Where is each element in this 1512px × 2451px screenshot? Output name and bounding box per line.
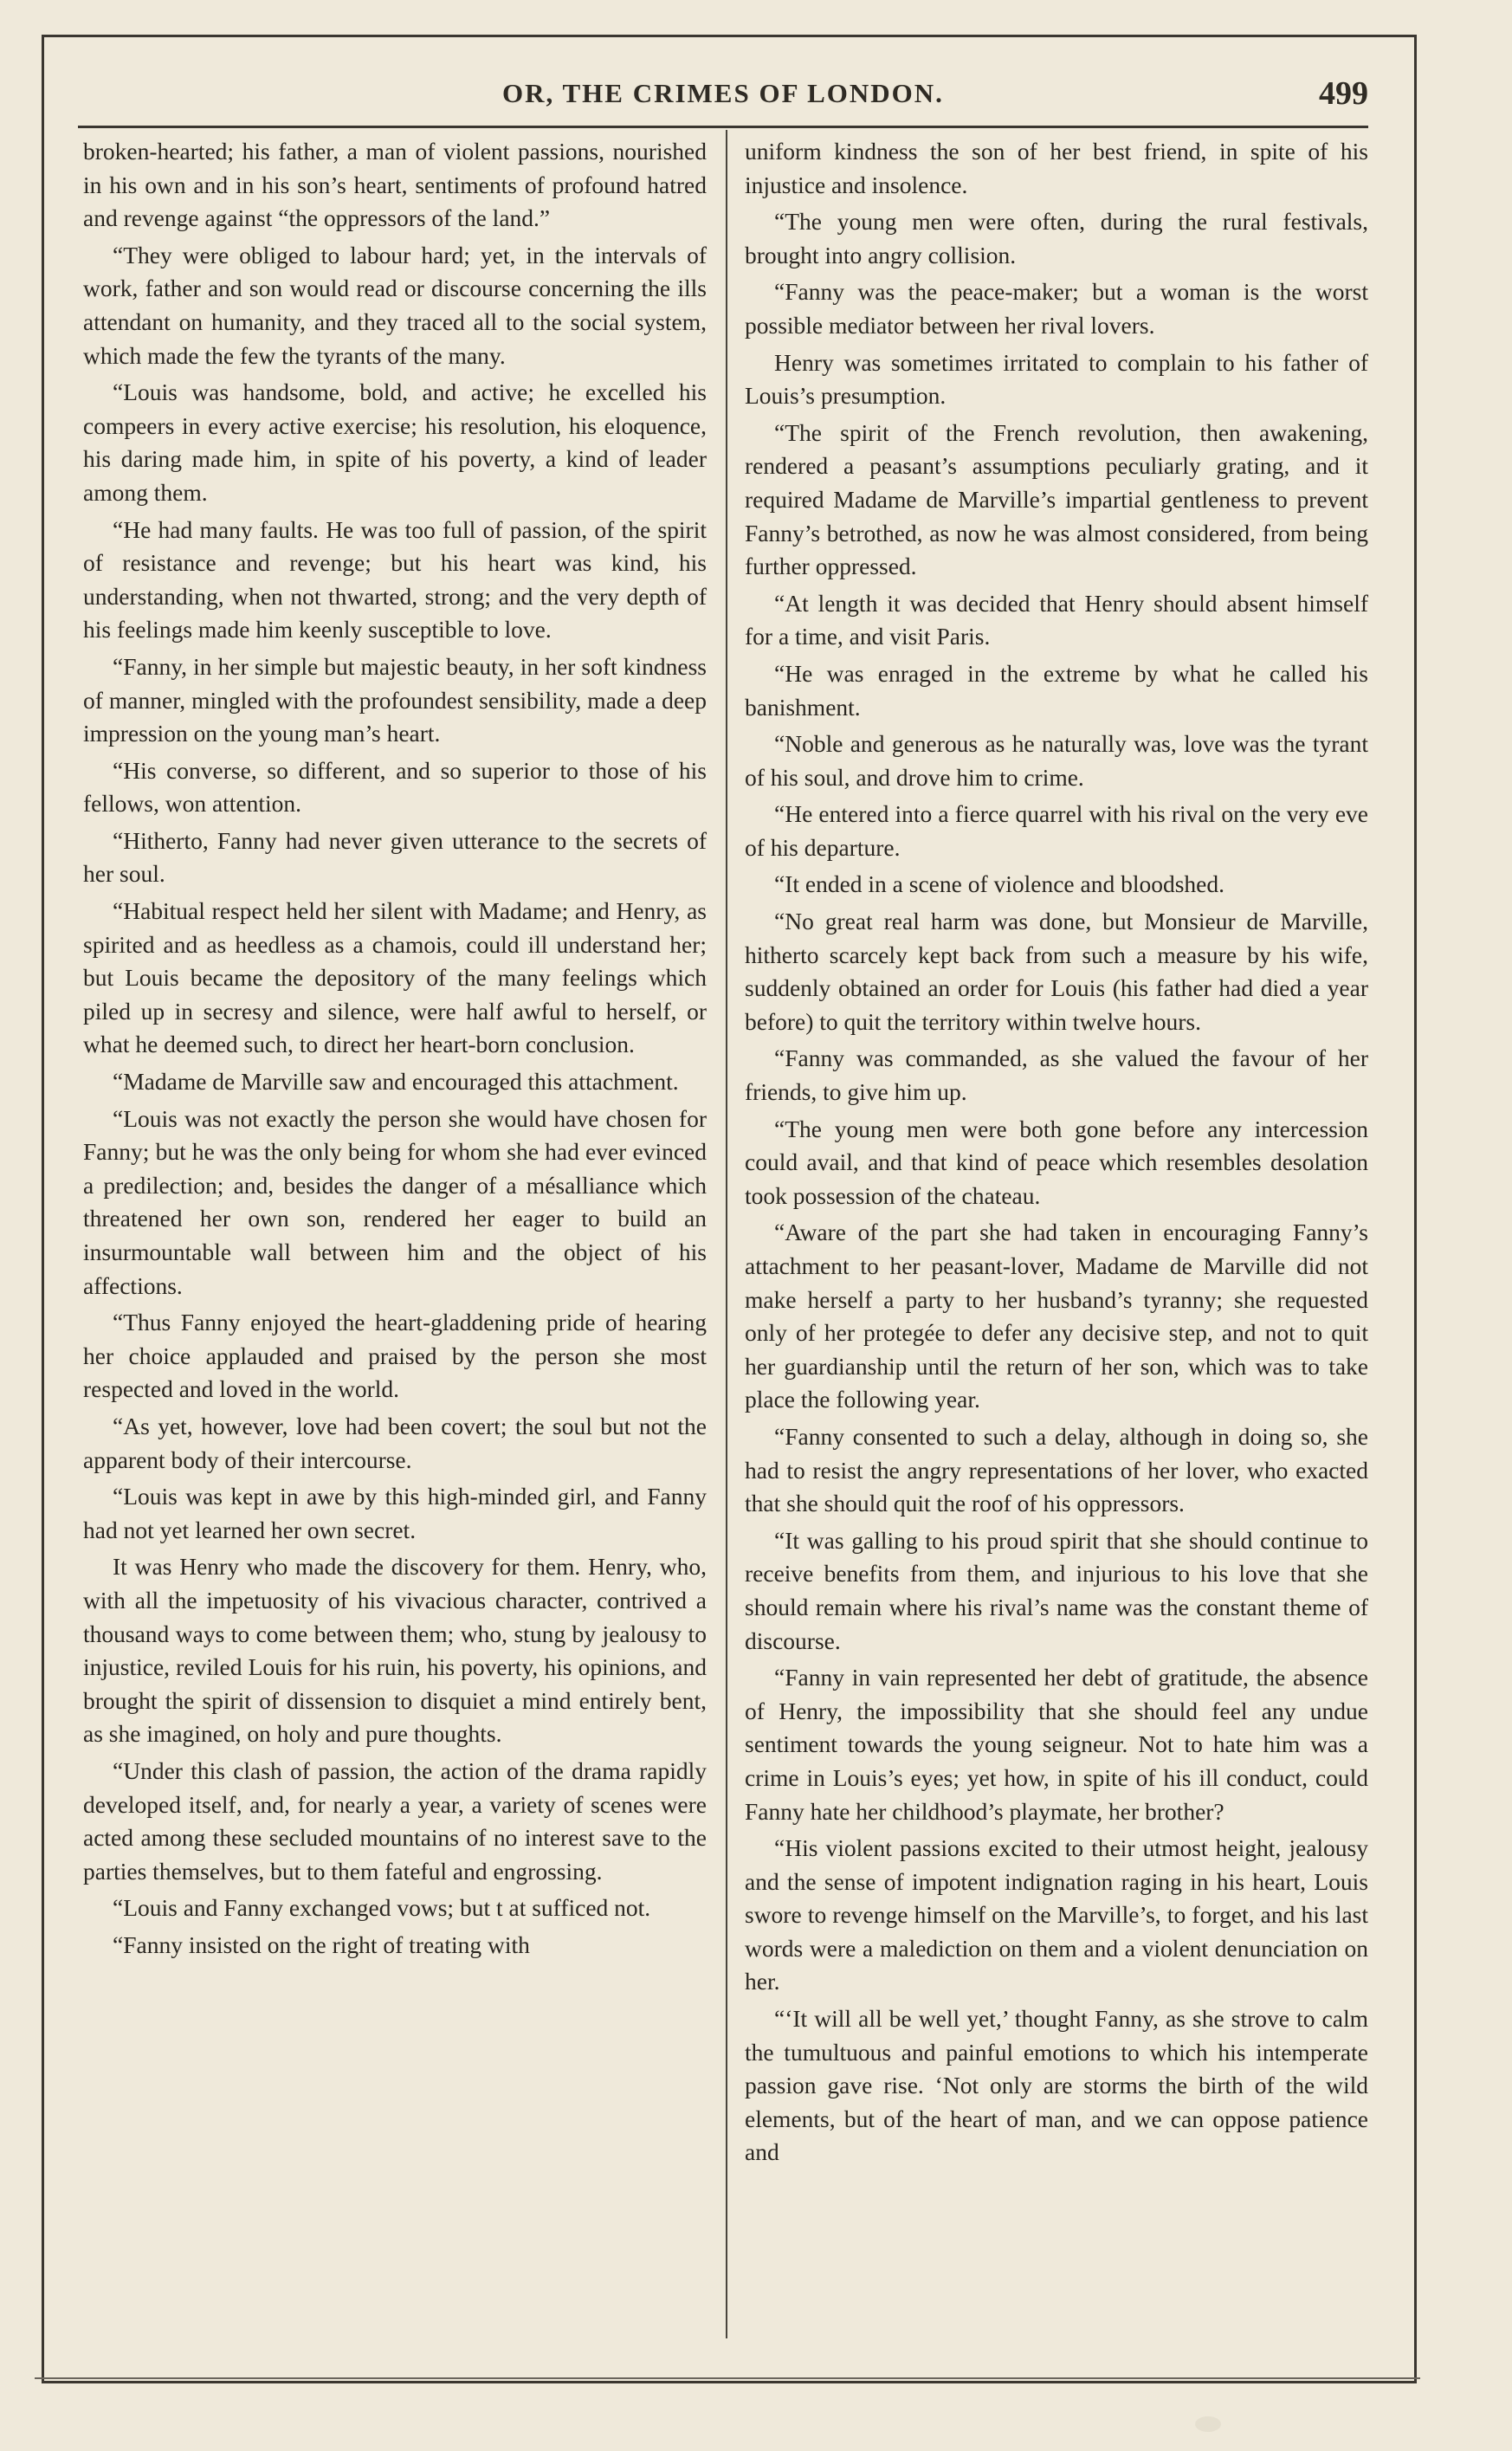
paragraph: “‘It will all be well yet,’ thought Fanny, as she strove to calm the tumultuous and painful emotions to which his intemperate passion gave rise. ‘Not only are storms the birth of the wild elements, but of the heart of man, and we can oppose patience and <box>745 2005 1368 2166</box>
paragraph: “As yet, however, love had been covert; the soul but not the apparent body of their intercourse. <box>83 1412 707 1473</box>
paragraph: “Louis was kept in awe by this high-minded girl, and Fanny had not yet learned her own secret. <box>83 1483 707 1543</box>
page-header <box>78 71 1368 123</box>
paragraph: “Habitual respect held her silent with Madame; and Henry, as spirited and as heedless as a chamois, could ill understand her; but Louis became the depository of the many feelings which piled up in secresy and silence, were half awful to herself, or what he deemed such, to direct her heart-born conclusion. <box>83 897 707 1058</box>
paragraph: “Louis was not exactly the person she would have chosen for Fanny; but he was the only being for whom she had ever evinced a predilection; and, besides the danger of a mésalliance which threatened her own son, rendered her eager to build an insurmountable wall between him and the object of his affections. <box>83 1104 707 1299</box>
paragraph: “Louis was handsome, bold, and active; he excelled his compeers in every active exercise; his resolution, his eloquence, his daring made him, in spite of his poverty, a kind of leader among them. <box>83 378 707 506</box>
paragraph: Henry was sometimes irritated to complain to his father of Louis’s presumption. <box>745 348 1368 410</box>
paragraph: “Under this clash of passion, the action of the drama rapidly developed itself, and, for nearly a year, a variety of scenes were acted among these secluded mountains of no interest save to the parties themselves, but to them fateful and engrossing. <box>83 1756 707 1885</box>
paragraph: “At length it was decided that Henry should absent himself for a time, and visit Paris. <box>745 589 1368 650</box>
paragraph: It was Henry who made the discovery for them. Henry, who, with all the impetuosity of his vivacious character, contrived a thousand ways to come between them; who, stung by jealousy to injustice, reviled Louis for his ruin, his poverty, his opinions, and brought the spirit of dissension to disquiet a mind entirely bent, as she imagined, on holy and pure thoughts. <box>83 1553 707 1748</box>
paragraph: “Fanny was commanded, as she valued the favour of her friends, to give him up. <box>745 1044 1368 1106</box>
paragraph: “The young men were both gone before any intercession could avail, and that kind of peace which resembles desolation took possession of the chateau. <box>745 1115 1368 1209</box>
paragraph: “Hitherto, Fanny had never given utterance to the secrets of her soul. <box>83 826 707 888</box>
running-title: OR, THE CRIMES OF LONDON. <box>502 78 944 108</box>
paragraph: “His violent passions excited to their utmost height, jealousy and the sense of impotent indignation raging in his heart, Louis swore to revenge himself on the Marville’s, to forget, and his last words were a malediction on them and a violent denunciation on her. <box>745 1834 1368 1995</box>
paragraph: “The young men were often, during the rural festivals, brought into angry collision. <box>745 208 1368 268</box>
paper-stain <box>1195 2416 1221 2432</box>
paragraph: “Fanny insisted on the right of treating with <box>113 1930 530 1958</box>
bottom-rule <box>35 2377 1420 2379</box>
left-column <box>83 135 707 1965</box>
page-number: 499 <box>1319 75 1368 112</box>
paragraph: “Fanny consented to such a delay, although in doing so, she had to resist the angry representations of her lover, who exacted that she should quit the roof of his oppressors. <box>745 1422 1368 1517</box>
paragraph: uniform kindness the son of her best friend, in spite of his injustice and insolence. <box>745 138 1368 198</box>
paragraph: “No great real harm was done, but Monsieur de Marville, hitherto scarcely kept back from such a measure by his wife, suddenly obtained an order for Louis (his father had died a year before) to quit the territory within twelve hours. <box>745 908 1368 1035</box>
paragraph: “Fanny, in her simple but majestic beauty, in her soft kindness of manner, mingled with the profoundest sensibility, made a deep impression on the young man’s heart. <box>83 652 707 747</box>
paragraph: broken-hearted; his father, a man of violent passions, nourished in his own and in his son’s heart, sentiments of profound hatred and revenge against “the oppressors of the land.” <box>83 138 707 232</box>
paragraph: “They were obliged to labour hard; yet, in the intervals of work, father and son would read or discourse concerning the ills attendant on humanity, and they traced all to the social system, which made the few the tyrants of the many. <box>83 241 707 369</box>
paragraph: “He had many faults. He was too full of passion, of the spirit of resistance and revenge; but his heart was kind, his understanding, when not thwarted, strong; and the very depth of his feelings made him keenly susceptible to love. <box>83 515 707 643</box>
paragraph: “Thus Fanny enjoyed the heart-gladdening pride of hearing her choice applauded and praised by the person she most respected and loved in the world. <box>83 1309 707 1403</box>
column-divider <box>726 130 727 2338</box>
paragraph: “Aware of the part she had taken in encouraging Fanny’s attachment to her peasant-lover, Madame de Marville did not make herself a party to her husband’s tyranny; she requested only of her protegée to defer any decisive step, and not to quit her guardianship until the return of her son, which was to take place the following year. <box>745 1219 1368 1413</box>
paragraph: “Fanny in vain represented her debt of gratitude, the absence of Henry, the impossibility that she should feel any undue sentiment towards the young seigneur. Not to hate him was a crime in Louis’s eyes; yet how, in spite of his ill conduct, could Fanny hate her childhood’s playmate, her brother? <box>745 1664 1368 1825</box>
header-rule <box>78 126 1368 128</box>
paragraph: “He entered into a fierce quarrel with his rival on the very eve of his departure. <box>745 800 1368 861</box>
paragraph: “Noble and generous as he naturally was, love was the tyrant of his soul, and drove him to crime. <box>745 730 1368 791</box>
paragraph: “Louis and Fanny exchanged vows; but t at sufficed not. <box>113 1894 651 1922</box>
paragraph: “He was enraged in the extreme by what he called his banishment. <box>745 659 1368 721</box>
paragraph: “His converse, so different, and so superior to those of his fellows, won attention. <box>83 756 707 818</box>
paragraph: “It ended in a scene of violence and bloodshed. <box>774 870 1225 898</box>
right-column <box>745 135 1368 2173</box>
paragraph: “It was galling to his proud spirit that she should continue to receive benefits from them, and injurious to his love that she should remain where his rival’s name was the constant theme of discourse. <box>745 1526 1368 1654</box>
paragraph: “Madame de Marville saw and encouraged this attachment. <box>113 1068 679 1096</box>
paragraph: “Fanny was the peace-maker; but a woman is the worst possible mediator between her rival lovers. <box>745 278 1368 339</box>
paragraph: “The spirit of the French revolution, then awakening, rendered a peasant’s assumptions peculiarly grating, and it required Madame de Marville’s impartial gentleness to prevent Fanny’s betrothed, as now he was almost considered, from being further oppressed. <box>745 418 1368 580</box>
